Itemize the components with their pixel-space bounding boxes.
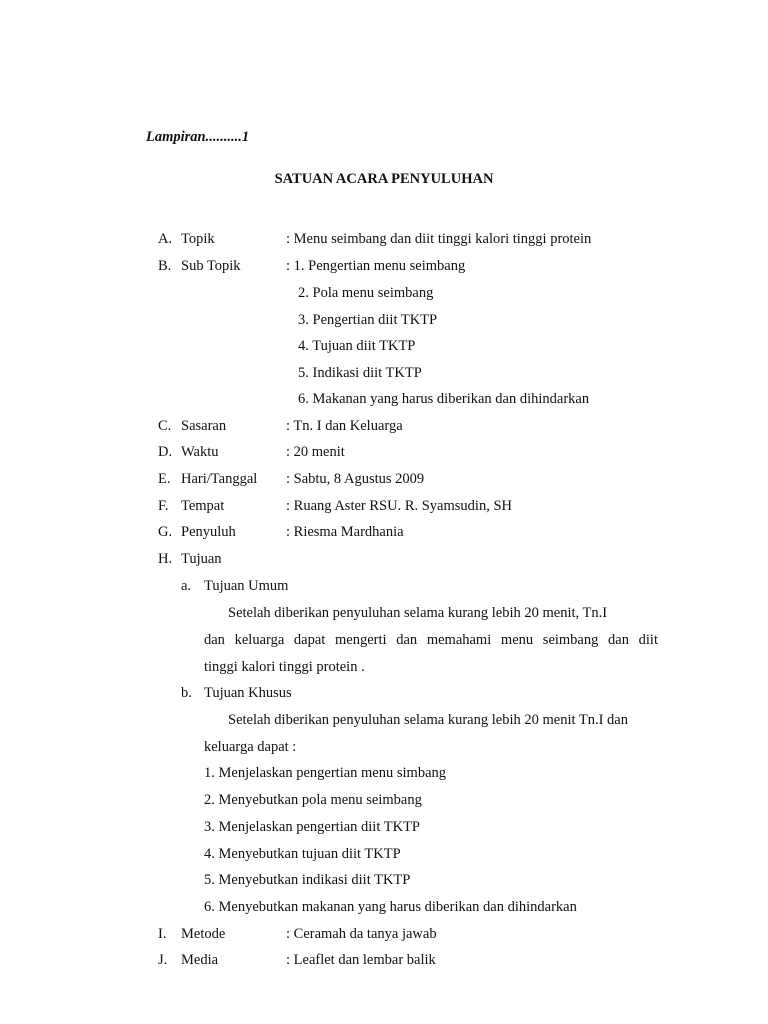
tujuan-khusus-line: Setelah diberikan penyuluhan selama kurang lebih 20 menit Tn.I dan bbox=[228, 712, 628, 728]
khusus-list-item: 4. Menyebutkan tujuan diit TKTP bbox=[204, 846, 401, 862]
subtopic-item: 5. Indikasi diit TKTP bbox=[298, 365, 422, 381]
item-letter: E. bbox=[158, 471, 171, 487]
khusus-list-item: 3. Menjelaskan pengertian diit TKTP bbox=[204, 819, 420, 835]
subtopic-item: 6. Makanan yang harus diberikan dan dihindarkan bbox=[298, 391, 590, 407]
subtopic-item: 2. Pola menu seimbang bbox=[298, 285, 434, 301]
item-letter: G. bbox=[158, 524, 173, 540]
khusus-list-item: 2. Menyebutkan pola menu seimbang bbox=[204, 792, 422, 808]
subtopic-item: 3. Pengertian diit TKTP bbox=[298, 312, 438, 328]
item-value-penyuluh: : Riesma Mardhania bbox=[286, 524, 404, 540]
item-value-hari-tanggal: : Sabtu, 8 Agustus 2009 bbox=[286, 471, 425, 487]
item-label-metode: Metode bbox=[181, 926, 226, 942]
subtopic-item: 4. Tujuan diit TKTP bbox=[298, 338, 416, 354]
item-value-sasaran: : Tn. I dan Keluarga bbox=[286, 418, 403, 434]
item-value-media: : Leaflet dan lembar balik bbox=[286, 952, 436, 968]
tujuan-umum-line: dan keluarga dapat mengerti dan memahami menu seimbang dan diit bbox=[204, 632, 658, 648]
item-value-tempat: : Ruang Aster RSU. R. Syamsudin, SH bbox=[286, 498, 512, 514]
document-title: SATUAN ACARA PENYULUHAN bbox=[274, 171, 494, 187]
sub-letter: b. bbox=[181, 685, 192, 701]
item-letter: I. bbox=[158, 926, 167, 942]
item-label-waktu: Waktu bbox=[181, 444, 219, 460]
item-label-tempat: Tempat bbox=[181, 498, 225, 514]
item-label-tujuan: Tujuan bbox=[181, 551, 222, 567]
item-label-media: Media bbox=[181, 952, 219, 968]
sub-letter: a. bbox=[181, 578, 192, 594]
item-letter: D. bbox=[158, 444, 173, 460]
item-label-hari-tanggal: Hari/Tanggal bbox=[181, 471, 258, 487]
item-value-metode: : Ceramah da tanya jawab bbox=[286, 926, 437, 942]
tujuan-umum-line: Setelah diberikan penyuluhan selama kurang lebih 20 menit, Tn.I bbox=[228, 605, 608, 621]
item-letter: J. bbox=[158, 952, 168, 968]
khusus-list-item: 5. Menyebutkan indikasi diit TKTP bbox=[204, 872, 411, 888]
item-letter: C. bbox=[158, 418, 172, 434]
khusus-list-item: 1. Menjelaskan pengertian menu simbang bbox=[204, 765, 447, 781]
khusus-list-item: 6. Menyebutkan makanan yang harus diberikan dan dihindarkan bbox=[204, 899, 577, 915]
item-letter: F. bbox=[158, 498, 169, 514]
item-label-penyuluh: Penyuluh bbox=[181, 524, 236, 540]
item-letter: B. bbox=[158, 258, 172, 274]
lampiran-label: Lampiran..........1 bbox=[146, 129, 250, 145]
tujuan-umum-title: Tujuan Umum bbox=[204, 578, 289, 594]
item-label-sasaran: Sasaran bbox=[181, 418, 227, 434]
item-label-topik: Topik bbox=[181, 231, 215, 247]
item-letter: H. bbox=[158, 551, 173, 567]
item-value-sub-topik: : 1. Pengertian menu seimbang bbox=[286, 258, 466, 274]
tujuan-umum-line: tinggi kalori tinggi protein . bbox=[204, 659, 365, 675]
item-value-topik: : Menu seimbang dan diit tinggi kalori tinggi protein bbox=[286, 231, 592, 247]
tujuan-khusus-line: keluarga dapat : bbox=[204, 739, 297, 755]
item-value-waktu: : 20 menit bbox=[286, 444, 345, 460]
item-letter: A. bbox=[158, 231, 173, 247]
item-label-sub-topik: Sub Topik bbox=[181, 258, 241, 274]
tujuan-khusus-title: Tujuan Khusus bbox=[204, 685, 292, 701]
